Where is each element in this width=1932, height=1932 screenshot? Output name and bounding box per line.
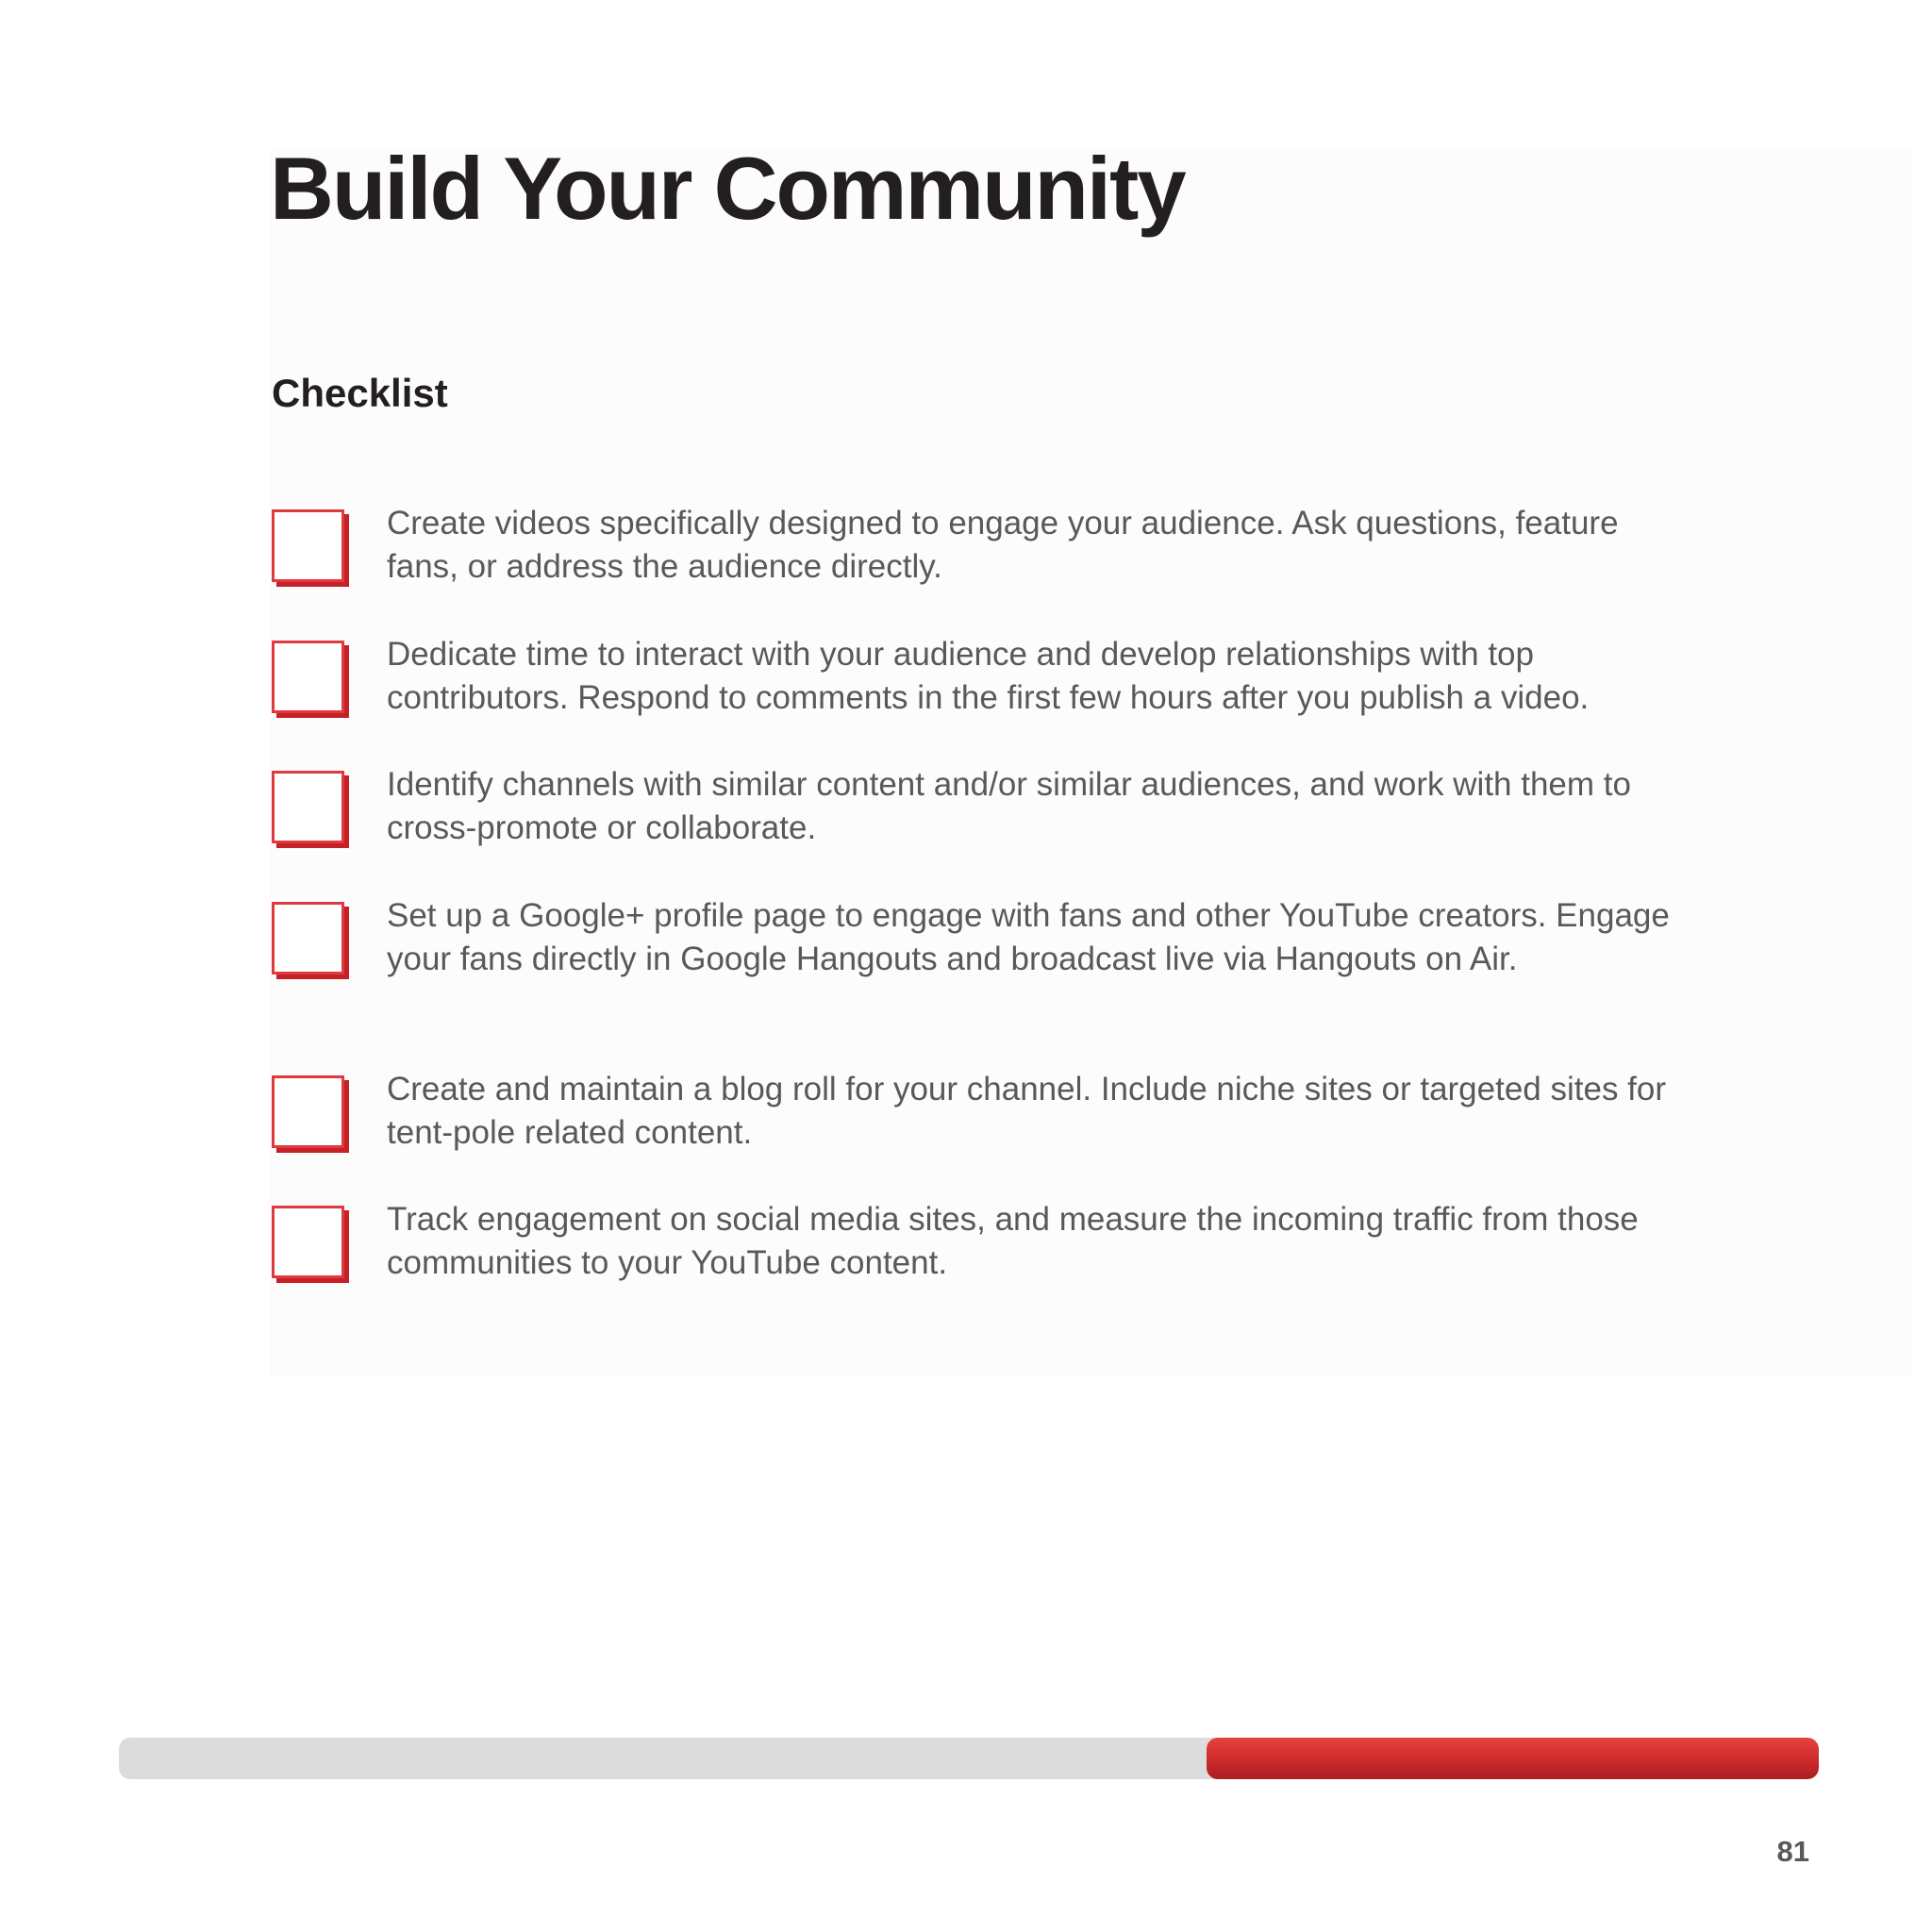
checklist-heading: Checklist	[272, 371, 448, 415]
checklist-item-text: Create and maintain a blog roll for your channel. Include niche sites or targeted sites for tent-pole related content.	[387, 1071, 1667, 1151]
checklist-item-text: Dedicate time to interact with your audience and develop relationships with top contributors. Respond to comments in the first few hours after you publish a video.	[387, 636, 1590, 716]
checklist-item-text: Track engagement on social media sites, and measure the incoming traffic from those communities to your YouTube content.	[387, 1201, 1639, 1281]
checklist-item-text: Set up a Google+ profile page to engage with fans and other YouTube creators. Engage your fans directly in Google Hangouts and broadcast live via Hangouts on Air.	[387, 897, 1670, 977]
checkbox[interactable]	[272, 902, 344, 974]
checkbox[interactable]	[272, 771, 344, 843]
checkbox[interactable]	[272, 641, 344, 713]
checklist-item-text: Create videos specifically designed to engage your audience. Ask questions, feature fans, or address the audience directly.	[387, 505, 1619, 585]
checklist-item-text: Identify channels with similar content and/or similar audiences, and work with them to cross-promote or collaborate.	[387, 766, 1631, 846]
checkbox[interactable]	[272, 1075, 344, 1148]
checkbox[interactable]	[272, 509, 344, 582]
page-title: Build Your Community	[270, 139, 1185, 238]
page-number: 81	[1776, 1835, 1809, 1868]
progress-bar	[119, 1738, 1819, 1779]
progress-bar-fill	[1207, 1738, 1819, 1779]
checkbox[interactable]	[272, 1206, 344, 1278]
